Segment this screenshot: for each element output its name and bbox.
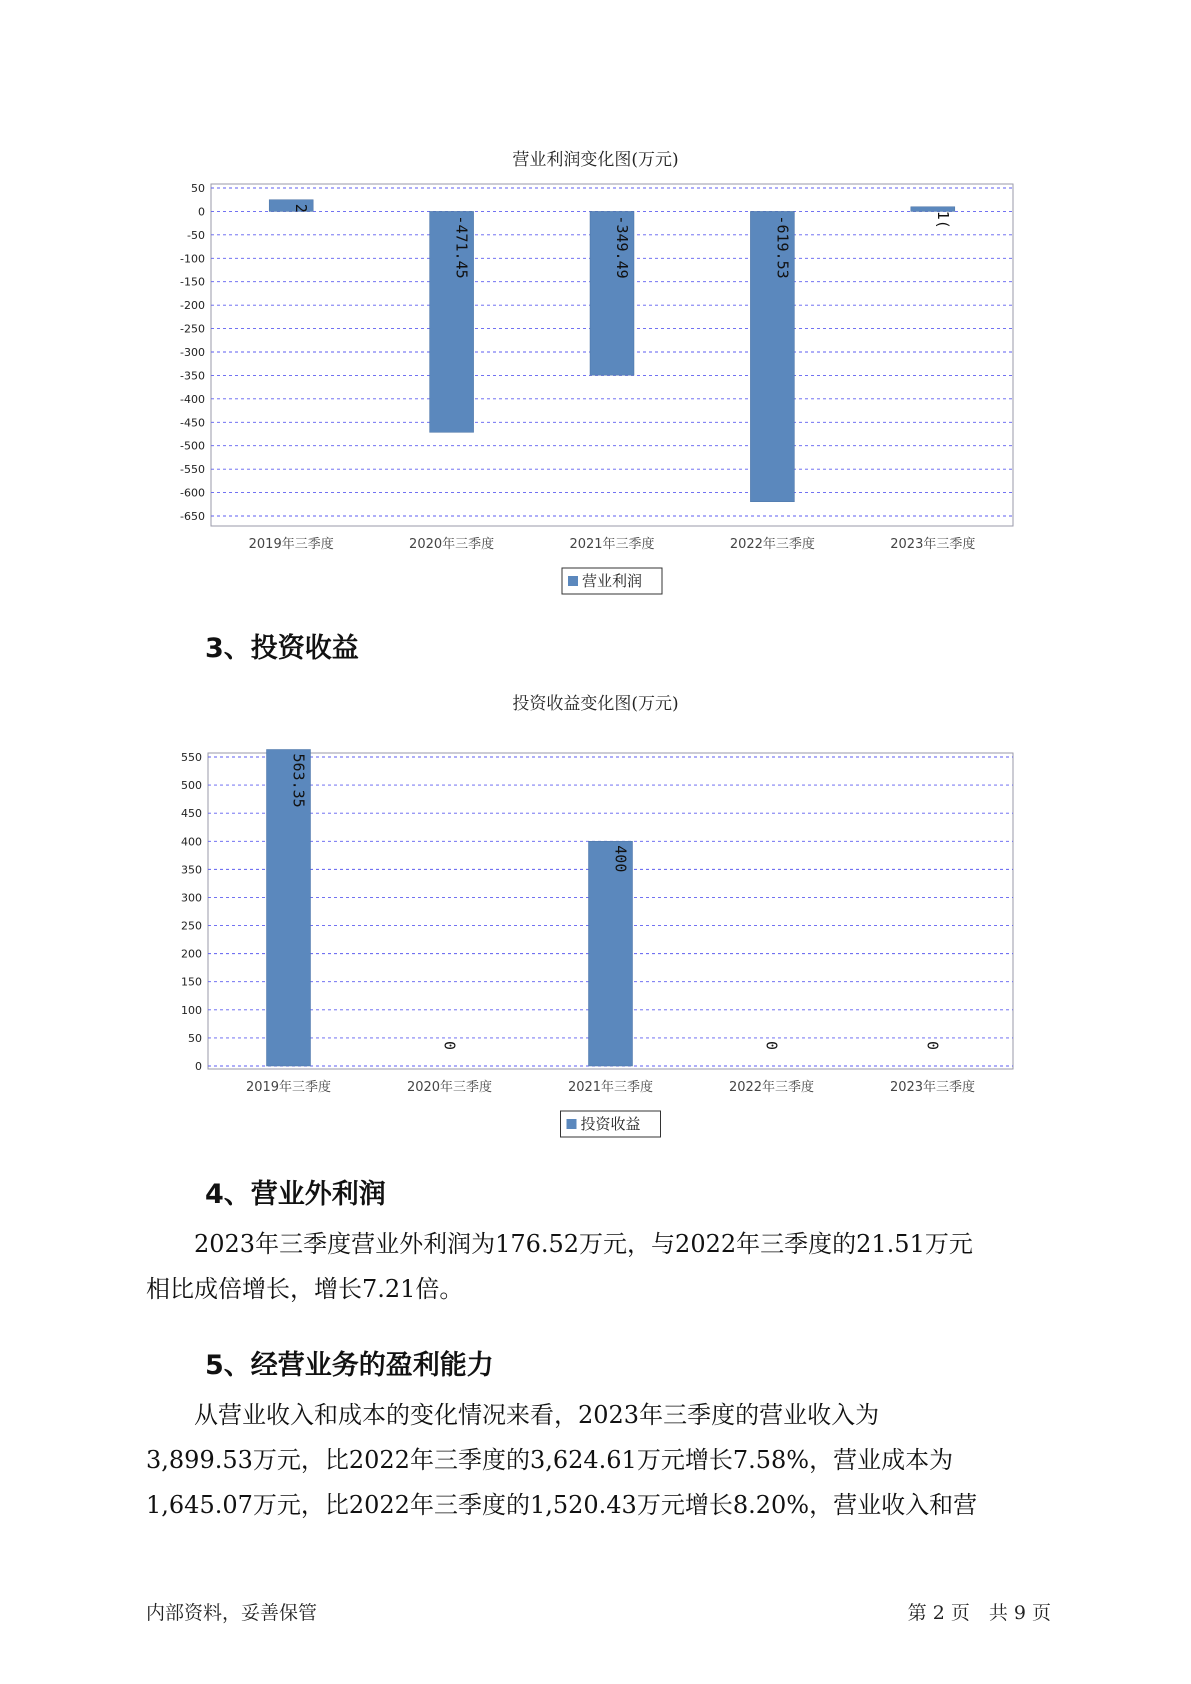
y-tick-label: -300	[180, 346, 205, 359]
y-tick-label: 400	[181, 835, 202, 849]
data-label-1: 0	[440, 1040, 459, 1050]
category-label-3: 2022年三季度	[729, 537, 815, 552]
section3-heading: 3、投资收益	[205, 633, 359, 664]
y-tick-label: 500	[181, 779, 202, 793]
section5-line-1: 从营业收入和成本的变化情况来看，2023年三季度的营业收入为	[146, 1401, 880, 1429]
chart2-title: 投资收益变化图(万元)	[512, 694, 679, 714]
category-label-0: 2019年三季度	[245, 1080, 332, 1095]
y-tick-label: 200	[181, 947, 202, 961]
y-tick-label: 100	[181, 1003, 202, 1017]
category-label-1: 2020年三季度	[409, 537, 495, 552]
y-tick-label: -550	[180, 463, 205, 477]
y-tick-label: 300	[181, 891, 202, 905]
section5-line-3: 1,645.07万元，比2022年三季度的1,520.43万元增长8.20%，营业收入和营	[146, 1491, 978, 1519]
y-tick-label: 350	[181, 863, 202, 877]
section4-line-1: 2023年三季度营业外利润为176.52万元，与2022年三季度的21.51万元	[146, 1230, 973, 1258]
y-tick-label: -650	[180, 510, 205, 523]
y-tick-label: 0	[195, 1060, 202, 1073]
bar-2	[589, 841, 633, 1066]
data-label-3: 0	[762, 1040, 781, 1050]
data-label-3: -619.53	[773, 215, 792, 279]
y-tick-label: -400	[180, 392, 205, 406]
y-tick-label: 50	[188, 1031, 202, 1045]
category-label-2: 2021年三季度	[569, 537, 655, 552]
section5-heading: 5、经营业务的盈利能力	[205, 1350, 494, 1381]
legend-label: 投资收益	[580, 1115, 641, 1133]
category-label-1: 2020年三季度	[406, 1080, 493, 1095]
y-tick-label: 0	[198, 205, 205, 219]
data-label-0: 563.35	[289, 753, 308, 808]
category-label-0: 2019年三季度	[248, 537, 334, 552]
y-tick-label: -600	[180, 486, 205, 500]
category-label-4: 2023年三季度	[890, 537, 976, 552]
y-tick-label: 550	[181, 751, 202, 764]
category-label-4: 2023年三季度	[889, 1080, 976, 1095]
category-label-3: 2022年三季度	[728, 1080, 815, 1095]
y-tick-label: 50	[191, 182, 205, 195]
footer-confidential-note: 内部资料，妥善保管	[146, 1602, 318, 1624]
data-label-1: -471.45	[452, 215, 471, 279]
y-tick-label: -200	[180, 299, 205, 313]
y-tick-label: -350	[180, 369, 205, 383]
category-label-2: 2021年三季度	[567, 1080, 654, 1095]
y-tick-label: -50	[187, 228, 205, 242]
y-tick-label: 250	[181, 919, 202, 933]
data-label-4: 1(	[933, 210, 952, 229]
data-label-2: -349.49	[613, 215, 631, 279]
section4-heading: 4、营业外利润	[205, 1179, 386, 1210]
y-tick-label: -150	[180, 275, 205, 289]
y-tick-label: 150	[181, 975, 202, 989]
legend-label: 营业利润	[582, 572, 643, 590]
chart1-title: 营业利润变化图(万元)	[512, 150, 679, 170]
y-tick-label: -100	[180, 252, 205, 266]
section5-paragraph	[146, 1393, 1066, 1528]
section4-line-2: 相比成倍增长，增长7.21倍。	[146, 1275, 464, 1303]
legend-swatch	[567, 1119, 577, 1129]
section4-paragraph	[146, 1222, 1066, 1312]
footer-page-number: 第 2 页 共 9 页	[907, 1602, 1051, 1624]
y-tick-label: -500	[180, 439, 205, 453]
data-label-2: 400	[611, 845, 630, 873]
y-tick-label: -450	[180, 416, 205, 430]
data-label-0: 2	[292, 203, 311, 213]
y-tick-label: 450	[181, 807, 202, 821]
section5-line-2: 3,899.53万元，比2022年三季度的3,624.61万元增长7.58%，营业成本为	[146, 1446, 954, 1474]
y-tick-label: -250	[180, 322, 205, 336]
data-label-4: 0	[923, 1040, 942, 1050]
